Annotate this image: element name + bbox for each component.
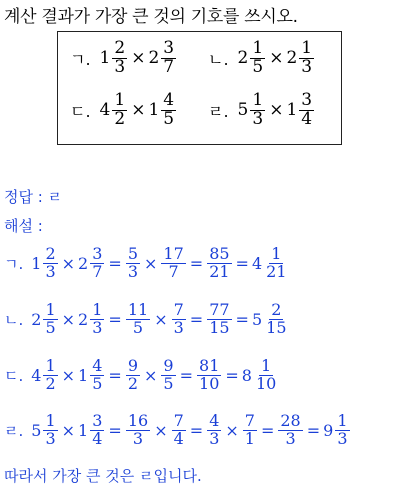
numerator: 2 xyxy=(45,244,56,263)
denominator: 3 xyxy=(114,56,126,77)
denominator: 5 xyxy=(163,373,174,393)
whole: 5 xyxy=(31,420,42,440)
numerator: 7 xyxy=(244,411,255,430)
numerator: 2 xyxy=(271,300,282,319)
numerator: 7 xyxy=(173,411,184,430)
fraction xyxy=(299,92,314,129)
fraction xyxy=(207,413,221,448)
whole: 5 xyxy=(237,100,249,121)
numerator: 77 xyxy=(209,300,230,319)
choices-box xyxy=(57,31,342,145)
numerator: 1 xyxy=(92,300,103,319)
whole: 1 xyxy=(286,100,298,121)
numerator: 3 xyxy=(301,90,313,110)
fraction xyxy=(207,302,231,337)
fraction xyxy=(126,413,150,448)
fraction xyxy=(126,246,140,281)
numerator: 1 xyxy=(252,90,264,110)
fraction xyxy=(264,246,288,281)
fraction xyxy=(250,92,265,129)
mixed-number xyxy=(286,92,315,129)
numerator: 9 xyxy=(127,356,139,375)
denominator: 15 xyxy=(209,317,230,337)
times-sign: × xyxy=(144,365,158,385)
fraction xyxy=(335,413,349,448)
fraction xyxy=(207,246,231,281)
fraction xyxy=(264,302,288,337)
equals-sign: = xyxy=(260,420,275,440)
denominator: 3 xyxy=(209,428,220,448)
conclusion-text: 따라서 가장 큰 것은 ㄹ입니다. xyxy=(4,467,202,485)
fraction xyxy=(126,358,140,393)
denominator: 2 xyxy=(45,373,56,393)
denominator: 21 xyxy=(209,261,230,281)
choice-label: ㄴ. xyxy=(208,49,229,69)
numerator: 1 xyxy=(45,356,56,375)
whole: 9 xyxy=(323,420,334,440)
work-label: ㄱ. xyxy=(4,254,24,273)
whole: 1 xyxy=(78,420,89,440)
denominator: 3 xyxy=(92,317,103,337)
choice-label: ㄱ. xyxy=(70,49,91,69)
numerator: 85 xyxy=(209,244,230,263)
work-label: ㄹ. xyxy=(4,421,24,440)
denominator: 5 xyxy=(163,108,175,129)
denominator: 5 xyxy=(45,317,56,337)
numerator: 5 xyxy=(127,244,139,263)
denominator: 10 xyxy=(255,373,277,393)
mixed-number xyxy=(148,40,177,77)
fraction xyxy=(90,302,104,337)
numerator: 28 xyxy=(280,411,301,430)
whole: 1 xyxy=(99,48,111,69)
question-text: 계산 결과가 가장 큰 것의 기호를 쓰시오. xyxy=(4,7,298,27)
times-sign: × xyxy=(144,253,158,273)
fraction xyxy=(161,246,185,281)
work-line-d xyxy=(4,413,351,448)
denominator: 15 xyxy=(266,317,287,337)
numerator: 3 xyxy=(92,244,103,263)
numerator: 1 xyxy=(45,411,56,430)
work-line-a xyxy=(4,246,290,281)
denominator: 2 xyxy=(127,373,139,393)
numerator: 1 xyxy=(337,411,348,430)
whole: 2 xyxy=(286,48,298,69)
fraction xyxy=(43,358,57,393)
denominator: 4 xyxy=(92,428,103,448)
fraction xyxy=(112,40,127,77)
denominator: 7 xyxy=(163,56,175,77)
numerator: 2 xyxy=(114,38,126,58)
whole: 1 xyxy=(78,365,89,385)
equals-sign: = xyxy=(225,365,239,385)
equals-sign: = xyxy=(108,420,122,440)
whole: 4 xyxy=(31,365,42,385)
fraction xyxy=(90,358,104,393)
times-sign: × xyxy=(269,100,284,121)
mixed-number xyxy=(238,92,267,129)
times-sign: × xyxy=(269,48,284,69)
fraction xyxy=(126,302,150,337)
denominator: 4 xyxy=(301,108,313,129)
equals-sign: = xyxy=(108,253,122,273)
choice-c xyxy=(70,92,177,129)
fraction xyxy=(172,302,186,337)
fraction xyxy=(299,40,314,77)
choice-a xyxy=(70,40,177,77)
numerator: 1 xyxy=(45,300,56,319)
times-sign: × xyxy=(61,420,76,440)
denominator: 3 xyxy=(45,261,56,281)
numerator: 4 xyxy=(92,356,103,375)
fraction xyxy=(90,413,104,448)
whole: 2 xyxy=(31,309,42,329)
equals-sign: = xyxy=(108,365,122,385)
denominator: 3 xyxy=(127,261,139,281)
fraction xyxy=(43,413,57,448)
numerator: 16 xyxy=(127,411,149,430)
fraction xyxy=(161,358,175,393)
denominator: 21 xyxy=(266,261,287,281)
numerator: 1 xyxy=(252,38,264,58)
whole: 2 xyxy=(148,48,160,69)
numerator: 11 xyxy=(127,300,149,319)
work-line-b xyxy=(4,302,290,337)
fraction xyxy=(172,413,186,448)
denominator: 3 xyxy=(173,317,184,337)
numerator: 17 xyxy=(163,244,184,263)
whole: 8 xyxy=(241,365,252,385)
denominator: 10 xyxy=(199,373,220,393)
whole: 4 xyxy=(251,253,263,273)
choice-b xyxy=(208,40,315,77)
times-sign: × xyxy=(61,253,76,273)
times-sign: × xyxy=(154,309,168,329)
fraction xyxy=(112,92,127,129)
numerator: 3 xyxy=(92,411,103,430)
fraction xyxy=(254,358,278,393)
work-label: ㄴ. xyxy=(4,310,24,329)
mixed-number xyxy=(286,40,315,77)
times-sign: × xyxy=(61,365,76,385)
numerator: 81 xyxy=(199,356,220,375)
equals-sign: = xyxy=(179,365,194,385)
fraction xyxy=(197,358,221,393)
numerator: 1 xyxy=(301,38,313,58)
denominator: 7 xyxy=(92,261,103,281)
denominator: 3 xyxy=(132,428,144,448)
answer-text: 정답 : ㄹ xyxy=(4,188,63,206)
denominator: 5 xyxy=(92,373,103,393)
times-sign: × xyxy=(131,100,146,121)
whole: 2 xyxy=(237,48,249,69)
denominator: 3 xyxy=(45,428,56,448)
numerator: 4 xyxy=(163,90,175,110)
choice-label: ㄷ. xyxy=(70,101,91,121)
times-sign: × xyxy=(225,420,239,440)
equals-sign: = xyxy=(235,309,249,329)
numerator: 4 xyxy=(209,411,220,430)
fraction xyxy=(161,40,176,77)
numerator: 7 xyxy=(173,300,184,319)
equals-sign: = xyxy=(189,309,204,329)
mixed-number xyxy=(100,92,129,129)
fraction xyxy=(43,246,57,281)
fraction xyxy=(43,302,57,337)
whole: 2 xyxy=(78,309,89,329)
equals-sign: = xyxy=(108,309,122,329)
denominator: 1 xyxy=(244,428,255,448)
fraction xyxy=(90,246,104,281)
fraction xyxy=(278,413,302,448)
mixed-number xyxy=(100,40,129,77)
denominator: 4 xyxy=(173,428,184,448)
denominator: 5 xyxy=(252,56,264,77)
denominator: 7 xyxy=(168,261,179,281)
choice-label: ㄹ. xyxy=(208,101,229,121)
denominator: 3 xyxy=(285,428,296,448)
denominator: 2 xyxy=(114,108,126,129)
equals-sign: = xyxy=(235,253,249,273)
explanation-title: 해설 : xyxy=(4,217,43,235)
denominator: 3 xyxy=(337,428,348,448)
fraction xyxy=(243,413,257,448)
numerator: 3 xyxy=(163,38,175,58)
denominator: 5 xyxy=(132,317,144,337)
times-sign: × xyxy=(131,48,146,69)
equals-sign: = xyxy=(306,420,321,440)
denominator: 3 xyxy=(252,108,264,129)
numerator: 1 xyxy=(261,356,272,375)
choice-d xyxy=(208,92,315,129)
whole: 2 xyxy=(78,253,89,273)
fraction xyxy=(250,40,265,77)
times-sign: × xyxy=(154,420,168,440)
times-sign: × xyxy=(61,309,76,329)
mixed-number xyxy=(148,92,177,129)
numerator: 1 xyxy=(114,90,126,110)
whole: 4 xyxy=(99,100,111,121)
whole: 5 xyxy=(251,309,263,329)
equals-sign: = xyxy=(189,420,204,440)
work-label: ㄷ. xyxy=(4,366,24,385)
whole: 1 xyxy=(31,253,42,273)
numerator: 1 xyxy=(271,244,282,263)
fraction xyxy=(161,92,176,129)
equals-sign: = xyxy=(189,253,204,273)
denominator: 3 xyxy=(301,56,313,77)
mixed-number xyxy=(238,40,267,77)
work-line-c xyxy=(4,358,279,393)
numerator: 9 xyxy=(163,356,174,375)
whole: 1 xyxy=(148,100,160,121)
